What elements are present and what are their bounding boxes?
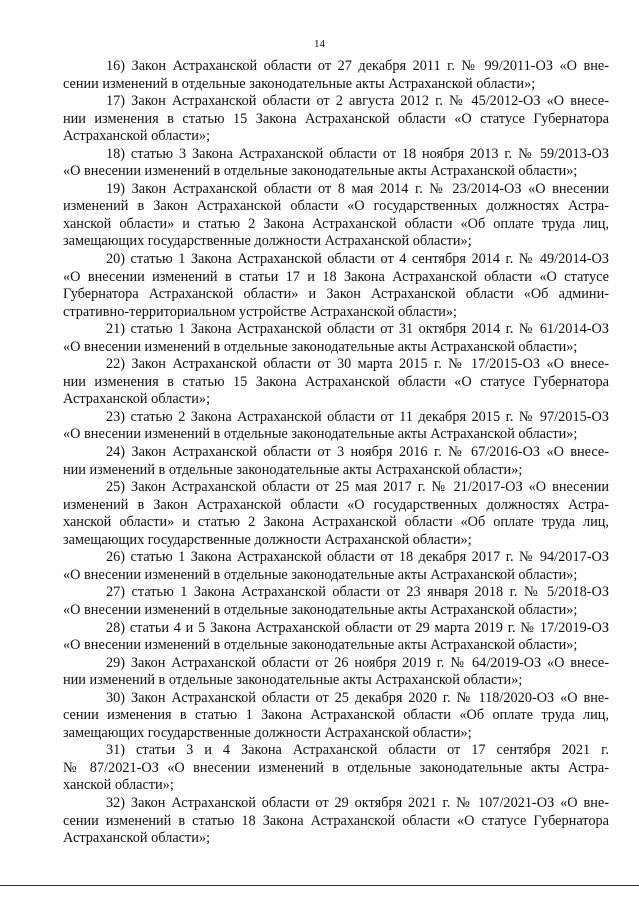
list-item <box>63 655 609 690</box>
footer-rule <box>0 885 639 886</box>
list-item <box>63 58 609 93</box>
text-line: Астраханской области»; <box>63 830 211 847</box>
text-line: Астраханской области»; <box>63 128 211 145</box>
text-line: 25) Закон Астраханской области от 25 мая 2017 г. № 21/2017-ОЗ «О внесении <box>106 479 609 496</box>
text-line: Астраханской области»; <box>63 391 211 408</box>
text-line: 23) статью 2 Закона Астраханской области от 11 декабря 2015 г. № 97/2015-ОЗ <box>106 408 609 425</box>
list-item <box>63 356 609 409</box>
text-line: «О внесении изменений в отдельные законодательные акты Астраханской области»; <box>63 163 578 180</box>
text-line: 18) статью 3 Закона Астраханской области от 18 ноября 2013 г. № 59/2013-ОЗ <box>106 145 609 162</box>
list-item <box>63 93 609 146</box>
list-item <box>63 479 609 549</box>
text-line: 17) Закон Астраханской области от 2 августа 2012 г. № 45/2012-ОЗ «О внесе- <box>106 93 609 110</box>
text-line: 30) Закон Астраханской области от 25 декабря 2020 г. № 118/2020-ОЗ «О вне- <box>106 689 609 706</box>
text-line: сении изменений в отдельные законодательные акты Астраханской области»; <box>63 75 536 92</box>
list-item <box>63 620 609 655</box>
list-item <box>63 146 609 181</box>
text-line: 16) Закон Астраханской области от 27 декабря 2011 г. № 99/2011-ОЗ «О вне- <box>106 58 609 74</box>
text-line: 19) Закон Астраханской области от 8 мая 2014 г. № 23/2014-ОЗ «О внесении <box>106 180 609 197</box>
list-item <box>63 409 609 444</box>
text-line: нии изменений в отдельные законодательные акты Астраханской области»; <box>63 461 523 478</box>
page-number: 14 <box>314 38 325 50</box>
text-line: 29) Закон Астраханской области от 26 ноября 2019 г. № 64/2019-ОЗ «О внесе- <box>106 654 609 671</box>
text-line: ханской области» и статью 2 Закона Астраханской области «Об оплате труда лиц, <box>63 514 609 531</box>
text-line: 22) Закон Астраханской области от 30 марта 2015 г. № 17/2015-ОЗ «О внесе- <box>106 356 609 373</box>
text-line: 26) статью 1 Закона Астраханской области от 18 декабря 2017 г. № 94/2017-ОЗ <box>106 549 609 566</box>
list-item <box>63 584 609 619</box>
text-line: «О внесении изменений в отдельные законодательные акты Астраханской области»; <box>63 338 578 355</box>
list-item <box>63 690 609 743</box>
text-line: замещающих государственные должности Астраханской области»; <box>63 531 472 548</box>
text-line: «О внесении изменений в отдельные законодательные акты Астраханской области»; <box>63 637 578 654</box>
text-line: Губернатора Астраханской области» и Закон Астраханской области «Об админи- <box>63 286 609 303</box>
list-item <box>63 795 609 848</box>
text-line: 21) статью 1 Закона Астраханской области от 31 октября 2014 г. № 61/2014-ОЗ <box>106 321 609 338</box>
list-item <box>63 742 609 795</box>
text-line: 31) статьи 3 и 4 Закона Астраханской области от 17 сентября 2021 г. <box>106 742 609 759</box>
text-line: замещающих государственные должности Астраханской области»; <box>63 233 472 250</box>
list-item <box>63 444 609 479</box>
text-line: 28) статьи 4 и 5 Закона Астраханской области от 29 марта 2019 г. № 17/2019-ОЗ <box>106 619 609 636</box>
list-item <box>63 181 609 251</box>
text-line: сении изменений в статью 18 Закона Астраханской области «О статусе Губернатора <box>63 812 609 829</box>
text-line: ханской области»; <box>63 777 174 794</box>
text-line: нии изменения в статью 15 Закона Астраханской области «О статусе Губернатора <box>63 110 609 127</box>
text-line: стративно-территориальном устройстве Астраханской области»; <box>63 303 458 320</box>
document-body <box>63 58 609 848</box>
text-line: «О внесении изменений в отдельные законодательные акты Астраханской области»; <box>63 566 578 583</box>
text-line: 27) статью 1 Закона Астраханской области от 23 января 2018 г. № 5/2018-ОЗ <box>106 584 609 601</box>
text-line: ханской области» и статью 2 Закона Астраханской области «Об оплате труда лиц, <box>63 215 609 232</box>
text-line: «О внесении изменений в отдельные законодательные акты Астраханской области»; <box>63 601 578 618</box>
text-line: нии изменения в статью 15 Закона Астраханской области «О статусе Губернатора <box>63 373 609 390</box>
text-line: изменений в Закон Астраханской области «О государственных должностях Астра- <box>63 198 609 215</box>
list-item <box>63 549 609 584</box>
text-line: изменений в Закон Астраханской области «О государственных должностях Астра- <box>63 496 609 513</box>
text-line: № 87/2021-ОЗ «О внесении изменений в отдельные законодательные акты Астра- <box>63 759 609 776</box>
list-item <box>63 251 609 321</box>
text-line: замещающих государственные должности Астраханской области»; <box>63 724 472 741</box>
text-line: 24) Закон Астраханской области от 3 ноября 2016 г. № 67/2016-ОЗ «О внесе- <box>106 444 609 461</box>
text-line: 20) статью 1 Закона Астраханской области от 4 сентября 2014 г. № 49/2014-ОЗ <box>106 251 609 268</box>
text-line: сении изменения в статью 1 Закона Астраханской области «Об оплате труда лиц, <box>63 707 609 724</box>
list-item <box>63 321 609 356</box>
text-line: «О внесении изменений в статьи 17 и 18 Закона Астраханской области «О статусе <box>63 268 609 285</box>
text-line: нии изменений в отдельные законодательные акты Астраханской области»; <box>63 672 523 689</box>
text-line: «О внесении изменений в отдельные законодательные акты Астраханской области»; <box>63 426 578 443</box>
text-line: 32) Закон Астраханской области от 29 октября 2021 г. № 107/2021-ОЗ «О вне- <box>106 794 609 811</box>
